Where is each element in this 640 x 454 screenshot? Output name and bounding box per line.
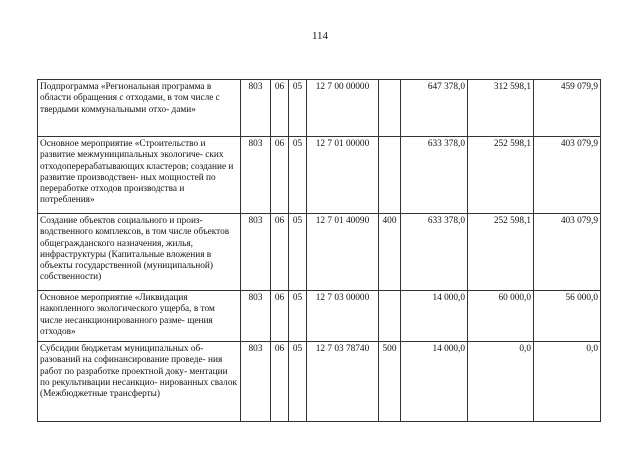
csr-cell: 12 7 00 00000 xyxy=(307,80,379,137)
ved-cell: 803 xyxy=(241,291,271,342)
ved-cell: 803 xyxy=(241,214,271,291)
row-name-cell: Подпрограмма «Региональная программа в области обращения с отходами, в том числе с твердыми коммунальными отхо- дами» xyxy=(38,80,241,137)
year1-cell: 14 000,0 xyxy=(401,291,468,342)
csr-cell: 12 7 01 40090 xyxy=(307,214,379,291)
table-body xyxy=(38,80,601,422)
vr-cell: 500 xyxy=(379,342,401,422)
row-name-cell: Основное мероприятие «Строительство и развитие межмуниципальных экологиче- ских отходоперерабатывающих кластеров; создание и развитие производствен- ных мощностей по переработке отходов производства и потребления» xyxy=(38,137,241,214)
year3-cell: 403 079,9 xyxy=(534,137,601,214)
row-name-cell: Субсидии бюджетам муниципальных об- разований на софинансирование проведе- ния работ по разработке проектной доку- ментации по рекультивации несанкцио- нированных свалок (Межбюджетные трансферты) xyxy=(38,342,241,422)
csr-cell: 12 7 03 00000 xyxy=(307,291,379,342)
table-row xyxy=(38,342,601,422)
rz-cell: 06 xyxy=(271,80,289,137)
ved-cell: 803 xyxy=(241,137,271,214)
row-name-cell: Основное мероприятие «Ликвидация накопленного экологического ущерба, в том числе несанкционированного разме- щения отходов» xyxy=(38,291,241,342)
pr-cell: 05 xyxy=(289,214,307,291)
year1-cell: 14 000,0 xyxy=(401,342,468,422)
year1-cell: 647 378,0 xyxy=(401,80,468,137)
rz-cell: 06 xyxy=(271,214,289,291)
budget-table xyxy=(37,79,601,422)
pr-cell: 05 xyxy=(289,342,307,422)
year2-cell: 0,0 xyxy=(468,342,534,422)
year3-cell: 459 079,9 xyxy=(534,80,601,137)
table-row xyxy=(38,80,601,137)
rz-cell: 06 xyxy=(271,137,289,214)
rz-cell: 06 xyxy=(271,291,289,342)
row-name-cell: Создание объектов социального и произ- водственного комплексов, в том числе объектов общегражданского назначения, жилья, инфраструктуры (Капитальные вложения в объекты государственной (муниципальной) собственности) xyxy=(38,214,241,291)
csr-cell: 12 7 03 78740 xyxy=(307,342,379,422)
vr-cell xyxy=(379,137,401,214)
csr-cell: 12 7 01 00000 xyxy=(307,137,379,214)
table-row xyxy=(38,291,601,342)
ved-cell: 803 xyxy=(241,80,271,137)
year3-cell: 56 000,0 xyxy=(534,291,601,342)
ved-cell: 803 xyxy=(241,342,271,422)
pr-cell: 05 xyxy=(289,291,307,342)
table-row xyxy=(38,214,601,291)
vr-cell: 400 xyxy=(379,214,401,291)
vr-cell xyxy=(379,80,401,137)
year2-cell: 252 598,1 xyxy=(468,137,534,214)
year2-cell: 60 000,0 xyxy=(468,291,534,342)
year3-cell: 0,0 xyxy=(534,342,601,422)
pr-cell: 05 xyxy=(289,137,307,214)
vr-cell xyxy=(379,291,401,342)
rz-cell: 06 xyxy=(271,342,289,422)
year1-cell: 633 378,0 xyxy=(401,214,468,291)
pr-cell: 05 xyxy=(289,80,307,137)
year3-cell: 403 079,9 xyxy=(534,214,601,291)
page-number: 114 xyxy=(311,30,329,42)
year1-cell: 633 378,0 xyxy=(401,137,468,214)
table-row xyxy=(38,137,601,214)
year2-cell: 252 598,1 xyxy=(468,214,534,291)
year2-cell: 312 598,1 xyxy=(468,80,534,137)
